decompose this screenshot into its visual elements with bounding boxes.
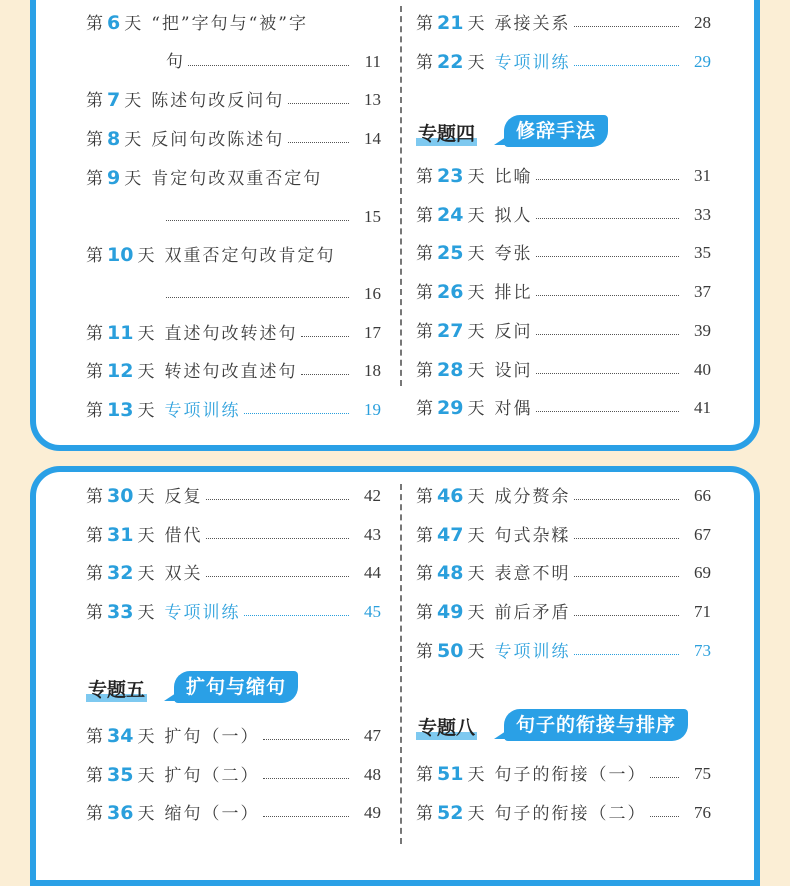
day-suffix: 天 [137, 727, 155, 747]
leader-dots [574, 479, 679, 500]
toc-entry[interactable] [416, 236, 711, 270]
leader-dots [574, 45, 679, 66]
day-suffix: 天 [137, 804, 155, 825]
leader-dots [288, 83, 349, 104]
page-number: 45 [364, 602, 381, 622]
day-prefix: 第 [86, 362, 103, 383]
day-number: 29 [437, 397, 464, 420]
day-number: 24 [437, 203, 464, 226]
toc-entry[interactable] [86, 518, 381, 552]
day-suffix: 天 [137, 603, 155, 624]
day-prefix: 第 [86, 804, 103, 825]
day-prefix: 第 [86, 564, 103, 585]
day-number: 10 [107, 244, 134, 267]
day-number: 33 [107, 601, 134, 624]
day-prefix: 第 [416, 603, 433, 624]
day-prefix: 第 [416, 487, 433, 507]
day-suffix: 天 [467, 765, 485, 785]
day-suffix: 天 [137, 487, 155, 507]
entry-title-continuation: 句 [166, 51, 183, 72]
day-prefix: 第 [416, 283, 433, 304]
leader-dots [244, 595, 349, 616]
toc-entry[interactable] [86, 556, 381, 590]
entry-title: 双重否定句改肯定句 [164, 246, 336, 267]
day-suffix: 天 [467, 244, 485, 265]
entry-title: 前后矛盾 [494, 603, 571, 624]
toc-panel-bottom [30, 466, 760, 886]
day-number: 12 [107, 360, 134, 383]
leader-dots [206, 518, 349, 539]
day-suffix: 天 [467, 603, 485, 624]
page-number: 19 [364, 400, 381, 419]
toc-entry-continuation [86, 277, 381, 311]
leader-dots [536, 391, 679, 412]
toc-entry[interactable] [86, 758, 381, 792]
day-suffix: 天 [124, 168, 142, 189]
day-suffix: 天 [137, 323, 155, 344]
day-number: 46 [437, 485, 464, 507]
day-prefix: 第 [416, 765, 433, 785]
entry-title: 缩句（一） [164, 804, 260, 825]
day-suffix: 天 [467, 321, 485, 342]
day-suffix: 天 [124, 130, 142, 151]
day-suffix: 天 [467, 52, 485, 73]
leader-dots [536, 198, 679, 219]
day-prefix: 第 [416, 803, 433, 824]
topic-name: 修辞手法 [504, 115, 608, 147]
day-prefix: 第 [86, 91, 103, 112]
day-number: 49 [437, 601, 464, 624]
day-number: 52 [437, 801, 464, 824]
column-divider [400, 6, 402, 386]
leader-dots [536, 275, 679, 296]
leader-dots [166, 200, 349, 221]
entry-title: 设问 [494, 360, 533, 381]
leader-dots [574, 634, 679, 655]
toc-entry[interactable] [416, 391, 711, 425]
day-suffix: 天 [467, 14, 485, 34]
entry-title: 转述句改直述句 [164, 362, 298, 383]
leader-dots [574, 595, 679, 616]
entry-title: 双关 [164, 564, 203, 585]
day-number: 21 [437, 12, 464, 34]
topic-label: 专题八 [416, 713, 477, 740]
page-number: 40 [694, 359, 711, 379]
toc-entry[interactable] [86, 83, 381, 117]
toc-entry[interactable] [416, 198, 711, 232]
page-number: 18 [364, 361, 381, 381]
day-prefix: 第 [86, 401, 103, 421]
page-number: 66 [694, 486, 711, 505]
day-prefix: 第 [86, 246, 103, 267]
page-number: 13 [364, 90, 381, 110]
entry-title: 句式杂糅 [494, 525, 571, 546]
entry-title: 句子的衔接（一） [494, 765, 647, 785]
day-suffix: 天 [467, 487, 485, 507]
day-prefix: 第 [86, 603, 103, 624]
entry-title: 扩句（一） [164, 727, 260, 747]
toc-entry[interactable] [416, 275, 711, 309]
topic-label: 专题四 [416, 119, 477, 146]
page-number: 67 [694, 524, 711, 544]
toc-entry[interactable] [416, 556, 711, 590]
entry-title: 比喻 [494, 167, 533, 187]
toc-entry[interactable] [86, 122, 381, 156]
page-number: 71 [694, 602, 711, 622]
day-suffix: 天 [467, 564, 485, 585]
leader-dots [206, 556, 349, 577]
entry-title: 句子的衔接（二） [494, 803, 647, 824]
toc-entry-continuation [86, 200, 381, 234]
toc-entry-special-training[interactable] [416, 634, 711, 668]
day-number: 25 [437, 242, 464, 265]
day-number: 13 [107, 399, 134, 421]
day-suffix: 天 [137, 765, 155, 786]
day-number: 51 [437, 763, 464, 785]
toc-entry[interactable] [86, 316, 381, 350]
day-number: 11 [107, 321, 134, 344]
entry-title: 借代 [164, 525, 203, 546]
page-number: 75 [694, 764, 711, 783]
page-number: 28 [694, 13, 711, 32]
leader-dots [536, 159, 679, 180]
toc-entry[interactable] [86, 479, 381, 513]
entry-title: 反复 [164, 487, 203, 507]
page-number: 17 [364, 322, 381, 342]
day-number: 9 [107, 166, 121, 189]
day-suffix: 天 [467, 360, 485, 381]
day-prefix: 第 [416, 525, 433, 546]
page-number: 47 [364, 726, 381, 745]
day-prefix: 第 [86, 727, 103, 747]
toc-entry[interactable] [416, 353, 711, 387]
toc-entry[interactable] [416, 6, 711, 40]
leader-dots [536, 353, 679, 374]
toc-entry[interactable] [416, 479, 711, 513]
day-suffix: 天 [467, 167, 485, 187]
entry-title: 排比 [494, 283, 533, 304]
entry-title: 反问 [494, 321, 533, 342]
day-prefix: 第 [416, 167, 433, 187]
entry-title: 专项训练 [164, 401, 241, 421]
day-number: 34 [107, 725, 134, 747]
day-number: 28 [437, 358, 464, 381]
leader-dots [263, 719, 349, 740]
page-number: 31 [694, 166, 711, 185]
toc-entry[interactable] [86, 161, 381, 195]
toc-entry[interactable] [416, 314, 711, 348]
day-suffix: 天 [467, 525, 485, 546]
entry-title: 对偶 [494, 399, 533, 420]
day-prefix: 第 [86, 525, 103, 546]
toc-entry[interactable] [416, 159, 711, 193]
day-prefix: 第 [86, 14, 103, 34]
day-number: 27 [437, 319, 464, 342]
day-number: 23 [437, 165, 464, 187]
day-prefix: 第 [416, 52, 433, 73]
leader-dots [263, 758, 349, 779]
page-number: 48 [364, 764, 381, 784]
page-number: 15 [364, 206, 381, 226]
entry-title: 直述句改转述句 [164, 323, 298, 344]
toc-entry[interactable] [86, 796, 381, 830]
toc-entry[interactable] [86, 6, 381, 40]
entry-title: 夸张 [494, 244, 533, 265]
toc-entry[interactable] [416, 518, 711, 552]
topic-8-heading [416, 709, 716, 745]
leader-dots [288, 122, 349, 143]
page-number: 43 [364, 524, 381, 544]
day-prefix: 第 [86, 168, 103, 189]
day-number: 7 [107, 89, 121, 112]
column-divider [400, 484, 402, 844]
leader-dots [301, 316, 349, 337]
page-number: 73 [694, 640, 711, 660]
day-prefix: 第 [416, 205, 433, 226]
day-number: 6 [107, 12, 121, 34]
topic-name: 扩句与缩句 [174, 671, 298, 703]
page-number: 14 [364, 129, 381, 149]
leader-dots [574, 556, 679, 577]
toc-entry[interactable] [86, 354, 381, 388]
page-number: 42 [364, 486, 381, 505]
day-number: 48 [437, 562, 464, 585]
leader-dots [536, 236, 679, 257]
entry-title: 拟人 [494, 205, 533, 226]
page-number: 44 [364, 563, 381, 583]
day-prefix: 第 [416, 321, 433, 342]
leader-dots [574, 6, 679, 27]
day-prefix: 第 [416, 360, 433, 381]
day-suffix: 天 [467, 641, 485, 662]
leader-dots [536, 314, 679, 335]
leader-dots [188, 45, 349, 66]
day-prefix: 第 [86, 130, 103, 151]
page-number: 35 [694, 243, 711, 263]
entry-title: 成分赘余 [494, 487, 571, 507]
entry-title: “把”字句与“被”字 [151, 14, 308, 34]
toc-entry-special-training[interactable] [416, 45, 711, 79]
day-prefix: 第 [86, 765, 103, 786]
day-suffix: 天 [467, 283, 485, 304]
entry-title: 专项训练 [164, 603, 241, 624]
day-suffix: 天 [467, 399, 485, 420]
page-number: 39 [694, 320, 711, 340]
leader-dots [650, 796, 679, 817]
day-suffix: 天 [137, 564, 155, 585]
toc-entry-special-training[interactable] [86, 595, 381, 629]
entry-title: 专项训练 [494, 641, 571, 662]
entry-title: 专项训练 [494, 52, 571, 73]
leader-dots [574, 518, 679, 539]
day-number: 8 [107, 128, 121, 151]
leader-dots [206, 479, 349, 500]
day-suffix: 天 [467, 803, 485, 824]
entry-title: 承接关系 [494, 14, 571, 34]
day-number: 22 [437, 50, 464, 73]
leader-dots [650, 757, 679, 778]
day-prefix: 第 [416, 244, 433, 265]
page-number: 76 [694, 802, 711, 822]
toc-entry[interactable] [416, 595, 711, 629]
toc-panel-top [30, 0, 760, 451]
toc-entry[interactable] [86, 719, 381, 753]
page-number: 16 [364, 283, 381, 303]
day-number: 35 [107, 763, 134, 786]
topic-label: 专题五 [86, 675, 147, 702]
day-prefix: 第 [416, 641, 433, 662]
day-suffix: 天 [137, 246, 155, 267]
day-number: 30 [107, 485, 134, 507]
page-number: 69 [694, 563, 711, 583]
page-number: 49 [364, 803, 381, 823]
leader-dots [166, 277, 349, 298]
toc-entry[interactable] [416, 757, 711, 791]
topic-4-heading [416, 115, 716, 151]
day-number: 50 [437, 639, 464, 662]
entry-title: 表意不明 [494, 564, 571, 585]
entry-title: 扩句（二） [164, 765, 260, 786]
day-number: 47 [437, 523, 464, 546]
day-number: 32 [107, 562, 134, 585]
day-suffix: 天 [124, 14, 142, 34]
day-prefix: 第 [416, 564, 433, 585]
topic-name: 句子的衔接与排序 [504, 709, 688, 741]
day-number: 36 [107, 802, 134, 825]
entry-title: 肯定句改双重否定句 [151, 168, 323, 189]
page-number: 41 [694, 398, 711, 418]
day-suffix: 天 [137, 401, 155, 421]
day-suffix: 天 [137, 525, 155, 546]
page-number: 33 [694, 204, 711, 224]
toc-entry-continuation [86, 45, 381, 79]
day-prefix: 第 [416, 399, 433, 420]
page-number: 29 [694, 51, 711, 71]
page-number: 11 [364, 51, 381, 71]
day-number: 26 [437, 281, 464, 304]
leader-dots [263, 796, 349, 817]
day-prefix: 第 [86, 487, 103, 507]
leader-dots [301, 354, 349, 375]
page-number: 37 [694, 282, 711, 302]
day-prefix: 第 [86, 323, 103, 344]
day-suffix: 天 [124, 91, 142, 112]
day-suffix: 天 [467, 205, 485, 226]
entry-title: 陈述句改反问句 [151, 91, 285, 112]
toc-entry[interactable] [416, 796, 711, 830]
toc-entry-special-training[interactable] [86, 393, 381, 427]
entry-title: 反问句改陈述句 [151, 130, 285, 151]
toc-entry[interactable] [86, 238, 381, 272]
day-suffix: 天 [137, 362, 155, 383]
leader-dots [244, 393, 349, 414]
day-prefix: 第 [416, 14, 433, 34]
day-number: 31 [107, 523, 134, 546]
topic-5-heading [86, 671, 386, 707]
